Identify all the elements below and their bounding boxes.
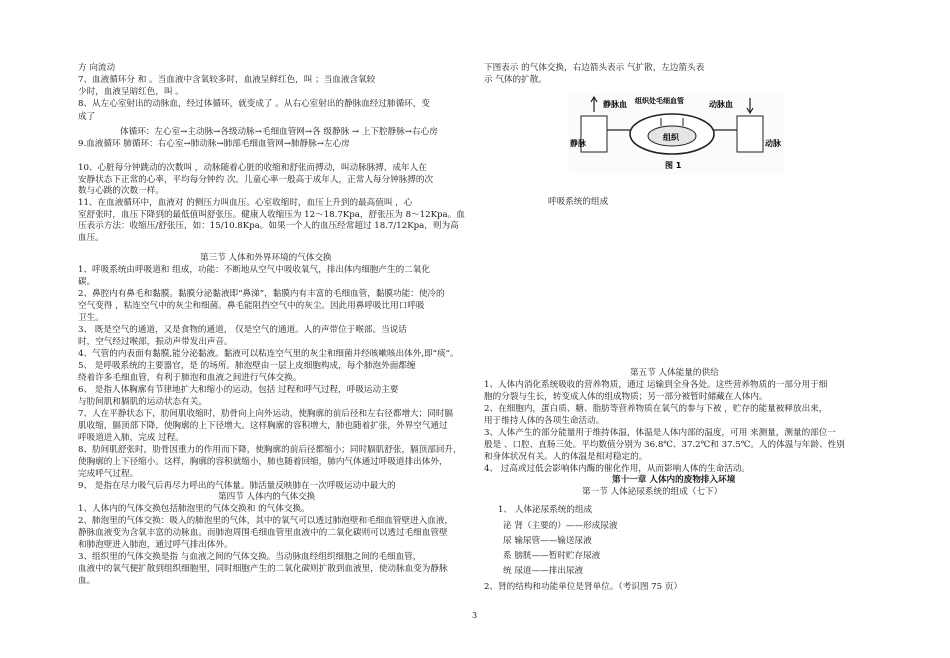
text-line: 下图表示 的气体交换，右边箭头表示 气扩散，左边箭头表 — [484, 63, 705, 73]
text-line: 3、组织里的气体交换是指 与血液之间的气体交换。当动脉血经组织细胞之间的毛细血管， — [78, 552, 422, 562]
section-heading: 第五节 人体能量的供给 — [630, 368, 719, 378]
text-line: 空气变得 ，粘连空气中的灰尘和细菌。鼻毛能阻挡空气中的灰尘。因此用鼻呼吸比用口呼吸 — [78, 301, 425, 311]
text-line: 压表示方法：收缩压/舒张压，如：15/10.8Kpa。如果一个人的血压经常超过 18.7/12Kpa，则为高 — [78, 221, 459, 231]
text-line: 系 膀胱——暂时贮存尿液 — [503, 551, 601, 561]
vein-blood-label: 静脉血 — [603, 100, 627, 109]
text-line: 2、在细胞内，蛋白质、糖、脂肪等营养物质在氧气的参与下被 ，贮存的能量被释放出来， — [484, 404, 828, 414]
figure-subtitle: 呼吸系统的组成 — [548, 197, 609, 207]
text-line: 与肋间肌和膈肌的运动状态有关。 — [78, 397, 207, 407]
text-line: 数与心跳的次数一样。 — [78, 186, 164, 196]
text-line: 6、 是指人体胸廓有节律地扩大和缩小的运动，包括 过程和呼气过程，呼吸运动主要 — [78, 385, 399, 395]
page-number: 3 — [472, 611, 478, 620]
text-line: 体循环：左心室→主动脉→各级动脉→毛细血管网→各 级静脉 → 上下腔静脉→右心房 — [120, 127, 438, 137]
text-line: 2、肾的结构和功能单位是肾单位。（考识图 75 页） — [484, 582, 683, 592]
text-line: 室舒张时，血压下降到的最低值叫舒张压。健康人收缩压为 12～18.7Kpa，舒张压为 8～12Kpa。血 — [78, 210, 465, 220]
text-line: 和身体状况有关。人的体温是相对稳定的。 — [484, 452, 648, 462]
chapter-heading: 第十一章 人体内的废物排入环境 — [612, 475, 736, 485]
text-line: 少时，血液呈暗红色，叫 。 — [78, 87, 184, 97]
text-line: 10、心脏每分钟跳动的次数叫 ，动脉随着心脏的收缩和舒张而搏动，叫动脉脉搏，成年人在 — [78, 163, 427, 173]
text-line: 碳。 — [78, 277, 96, 287]
text-line: 和肺泡壁进入肺泡，通过呼气排出体外。 — [78, 540, 233, 550]
text-line: 绕着许多毛细血管，有利于肺泡和血液之间进行气体交换。 — [78, 373, 302, 383]
artery-blood-label: 动脉血 — [709, 100, 733, 109]
text-line: 示 气体的扩散。 — [484, 75, 547, 85]
text-line: 血压。 — [78, 233, 104, 243]
text-line: 8、从左心室射出的动脉血，经过体循环，就变成了 。从右心室射出的静脉血经过肺循环，变 — [78, 99, 430, 109]
section-heading: 第三节 人体和外界环境的气体交换 — [200, 253, 332, 263]
text-line: 安静状态下正常的心率，平均每分钟约 次。儿童心率一般高于成年人，正常人每分钟脉搏的次 — [78, 175, 434, 185]
figure-caption: 图 1 — [665, 161, 682, 170]
text-line: 3、 既是空气的通道，又是食物的通道， 仅是空气的通道。人的声带位于喉部。当说话 — [78, 325, 407, 335]
gas-exchange-diagram — [569, 94, 784, 174]
text-line: 9.血液循环 肺循环：右心室→肺动脉→肺部毛细血管网→肺静脉→左心房 — [78, 139, 350, 149]
text-line: 统 尿道——排出尿液 — [503, 566, 584, 576]
text-line: 7、人在平静状态下，肋间肌收缩时，肋骨向上向外运动，使胸廓的前后径和左右径都增大；同时膈 — [78, 409, 454, 419]
text-line: 成了 — [78, 112, 96, 122]
text-line: 卫生。 — [78, 313, 104, 323]
text-line: 2、鼻腔内有鼻毛和黏膜。黏膜分泌黏液即“鼻涕”，黏膜内有丰富的毛细血管，黏膜功能：使冷的 — [78, 289, 445, 299]
text-line: 5、 是呼吸系统的主要器官，是 的场所。肺泡壁由一层上皮细胞构成，每个肺泡外面都缠 — [78, 361, 416, 371]
text-line: 11、在血液循环中，血液对 的侧压力叫血压。心室收缩时，血压上升到的最高值叫 ，心 — [78, 198, 413, 208]
text-line: 呼吸道进入肺，完成 过程。 — [78, 433, 184, 443]
vein-label: 静脉 — [570, 139, 586, 148]
section-heading: 第一节 人体泌尿系统的组成（七下） — [582, 487, 723, 497]
text-line: 4、 过高或过低会影响体内酶的催化作用，从而影响人体的生命活动。 — [484, 464, 751, 474]
text-line: 尿 输尿管——输送尿液 — [503, 536, 592, 546]
text-line: 血液中的氧气便扩散到组织细胞里，同时细胞产生的二氧化碳则扩散到血液里，使动脉血变为静脉 — [78, 564, 448, 574]
text-line: 1、人体内的气体交换包括肺泡里的气体交换和 的气体交换。 — [78, 504, 310, 514]
text-line: 1、人体内消化系统吸收的营养物质，通过 运输到全身各处。这些营养物质的一部分用于细 — [484, 380, 828, 390]
section-heading: 第四节 人体内的气体交换 — [218, 492, 316, 502]
artery-label: 动脉 — [765, 139, 781, 148]
text-line: 般是 、口腔、直肠三处。平均数值分别为 36.8℃、37.2℃和 37.5℃。人的体温与年龄、性别 — [484, 440, 845, 450]
text-line: 时，空气经过喉部，振动声带发出声音。 — [78, 337, 233, 347]
text-line: 3、人体产生的部分能量用于维持体温，体温是人体内部的温度，可用 来测量，测量的部位一 — [484, 428, 836, 438]
text-line: 用于维持人体的各项生命活动。 — [484, 416, 605, 426]
text-line: 使胸廓的上下径缩小。这样，胸廓的容积就缩小，肺也随着回缩，肺内气体通过呼吸道排出体外， — [78, 457, 448, 467]
text-line: 静脉血液变为含氧丰富的动脉血。而肺泡周围毛细血管里血液中的二氧化碳则可以透过毛细血管壁 — [78, 528, 448, 538]
capillary-label: 组织处毛细血管 — [635, 97, 684, 105]
text-line: 胞的分裂与生长，转变成人体的组成物质；另一部分被暂时储藏在人体内。 — [484, 392, 768, 402]
text-line: 肌收缩，膈顶部下降，使胸廓的上下径增大。这样胸廓的容积增大，肺也随着扩张，外界空气通过 — [78, 421, 448, 431]
text-line: 7、血液循环分 和 。当血液中含氧较多时，血液呈鲜红色，叫 ；当血液含氧较 — [78, 75, 376, 85]
text-line: 9、 是指在尽力吸气后再尽力呼出的气体量。肺活量反映肺在一次呼吸运动中最大的 — [78, 481, 396, 491]
text-line: 1、 人体泌尿系统的组成 — [498, 505, 593, 515]
text-line: 8、肋间肌舒张时，肋骨因重力的作用而下降，使胸廓的前后径都缩小；同时膈肌舒张，膈顶部回升， — [78, 445, 462, 455]
text-line: 泌 肾（主要的）——形成尿液 — [503, 521, 618, 531]
text-line: 完成呼气过程。 — [78, 469, 139, 479]
tissue-label: 组织 — [663, 133, 679, 142]
text-line: 1、呼吸系统由呼吸道和 组成，功能：不断地从空气中吸收氧气，排出体内细胞产生的二氧化 — [78, 265, 430, 275]
text-line: 2、肺泡里的气体交换：吸入的肺泡里的气体，其中的氧气可以透过肺泡壁和毛细血管壁进入血液， — [78, 516, 454, 526]
text-line: 4、气管的内表面有黏膜,能分泌黏液。黏液可以粘连空气里的灰尘和细菌并经咳嗽咳出体外,即“痰”。 — [78, 349, 459, 359]
text-line: 血。 — [78, 576, 96, 586]
text-line: 方 向流动 — [78, 63, 116, 73]
